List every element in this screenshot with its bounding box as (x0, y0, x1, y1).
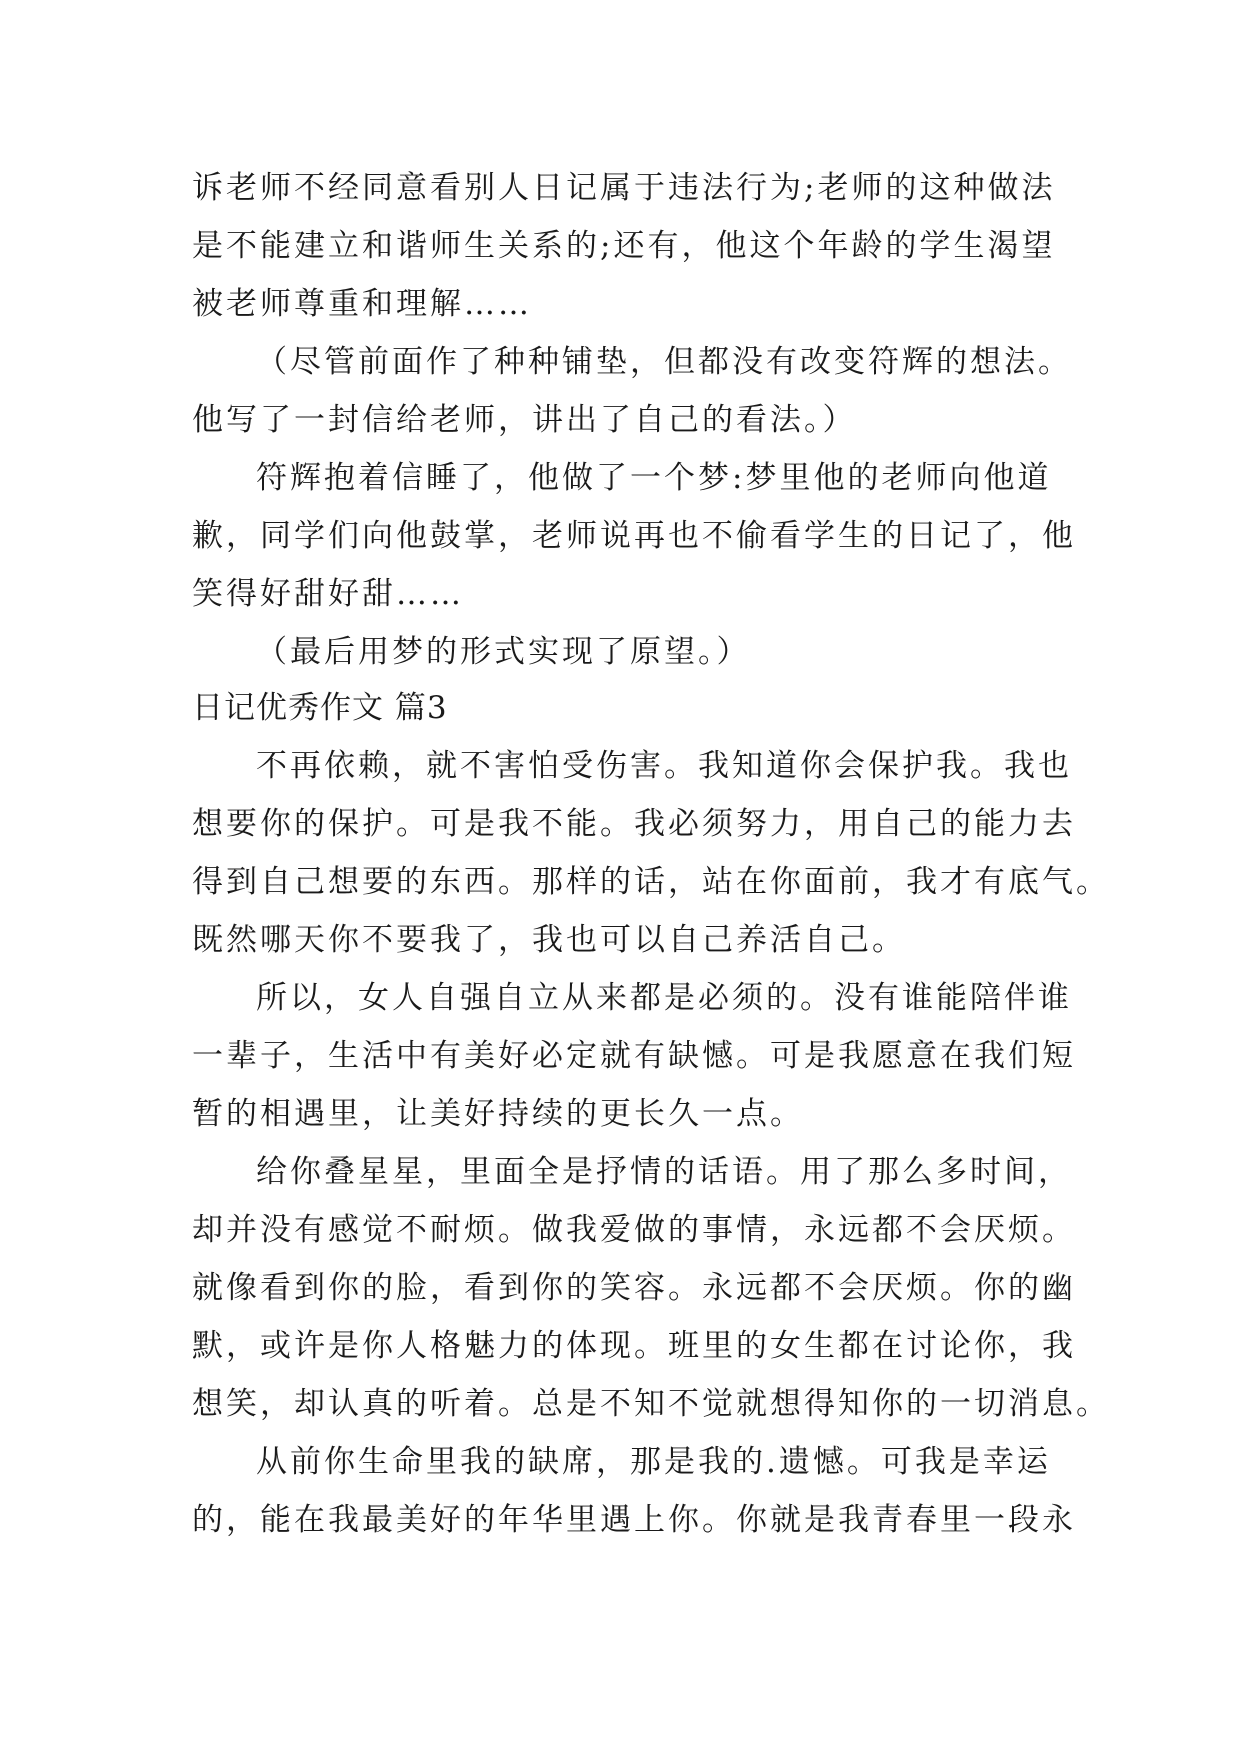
text-line: 笑得好甜好甜…… (192, 576, 464, 612)
text-line: 他写了一封信给老师，讲出了自己的看法。） (192, 402, 857, 438)
text-line: 一辈子，生活中有美好必定就有缺憾。可是我愿意在我们短 (192, 1038, 1076, 1074)
text-line: 既然哪天你不要我了，我也可以自己养活自己。 (192, 922, 906, 958)
text-line: 给你叠星星，里面全是抒情的话语。用了那么多时间， (256, 1154, 1072, 1190)
text-line: 想要你的保护。可是我不能。我必须努力，用自己的能力去 (192, 806, 1076, 842)
text-line: 暂的相遇里，让美好持续的更长久一点。 (192, 1096, 804, 1132)
text-line: 被老师尊重和理解…… (192, 286, 532, 322)
text-line: 歉，同学们向他鼓掌，老师说再也不偷看学生的日记了，他 (192, 518, 1076, 554)
text-line: 诉老师不经同意看别人日记属于违法行为;老师的这种做法 (192, 170, 1056, 206)
text-line: 符辉抱着信睡了，他做了一个梦:梦里他的老师向他道 (256, 460, 1052, 496)
text-line: 的，能在我最美好的年华里遇上你。你就是我青春里一段永 (192, 1502, 1076, 1538)
text-line: （尽管前面作了种种铺垫，但都没有改变符辉的想法。 (256, 344, 1072, 380)
section-heading: 日记优秀作文 篇3 (192, 690, 448, 726)
text-line: （最后用梦的形式实现了原望。） (256, 634, 751, 670)
text-line: 默，或许是你人格魅力的体现。班里的女生都在讨论你，我 (192, 1328, 1076, 1364)
text-line: 想笑，却认真的听着。总是不知不觉就想得知你的一切消息。 (192, 1386, 1110, 1422)
text-line: 是不能建立和谐师生关系的;还有，他这个年龄的学生渴望 (192, 228, 1056, 264)
text-line: 从前你生命里我的缺席，那是我的.遗憾。可我是幸运 (256, 1444, 1051, 1480)
text-line: 就像看到你的脸，看到你的笑容。永远都不会厌烦。你的幽 (192, 1270, 1076, 1306)
text-line: 却并没有感觉不耐烦。做我爱做的事情，永远都不会厌烦。 (192, 1212, 1076, 1248)
text-line: 得到自己想要的东西。那样的话，站在你面前，我才有底气。 (192, 864, 1110, 900)
text-line: 不再依赖，就不害怕受伤害。我知道你会保护我。我也 (256, 748, 1072, 784)
text-line: 所以，女人自强自立从来都是必须的。没有谁能陪伴谁 (256, 980, 1072, 1016)
